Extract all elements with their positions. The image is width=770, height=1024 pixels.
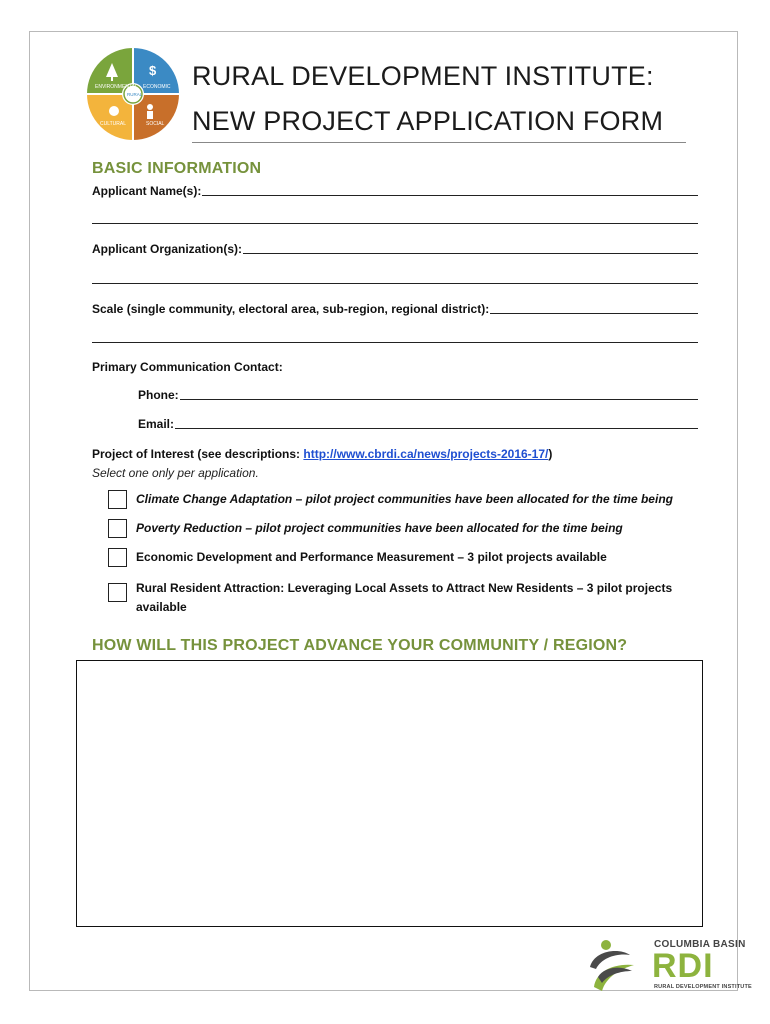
phone-input-line[interactable] bbox=[180, 388, 698, 400]
applicant-name-continuation-line[interactable] bbox=[92, 223, 698, 224]
social-label: SOCIAL bbox=[146, 121, 165, 127]
advance-community-heading: HOW WILL THIS PROJECT ADVANCE YOUR COMMUNITY / REGION? bbox=[92, 637, 628, 654]
rdi-logo-line1: COLUMBIA BASIN bbox=[654, 939, 746, 950]
poverty-reduction-checkbox[interactable] bbox=[108, 519, 127, 538]
rdi-figure-icon bbox=[584, 937, 640, 993]
option-climate-change[interactable] bbox=[108, 490, 708, 509]
rdi-wheel-logo bbox=[86, 47, 180, 141]
rdi-logo-line2: RDI bbox=[652, 947, 714, 985]
title-line-2: NEW PROJECT APPLICATION FORM bbox=[192, 106, 664, 136]
economic-development-label: Economic Development and Performance Measurement – 3 pilot projects available bbox=[136, 550, 607, 564]
applicant-organization-field[interactable] bbox=[92, 242, 698, 256]
columbia-basin-rdi-logo bbox=[584, 937, 752, 997]
people-icon bbox=[147, 104, 153, 110]
option-poverty-reduction[interactable] bbox=[108, 519, 708, 538]
climate-change-checkbox[interactable] bbox=[108, 490, 127, 509]
climate-change-label: Climate Change Adaptation – pilot project communities have been allocated for the time being bbox=[136, 492, 673, 506]
advance-community-textarea[interactable] bbox=[76, 660, 703, 927]
project-interest-text: Project of Interest (see descriptions: bbox=[92, 447, 304, 461]
project-descriptions-link[interactable]: http://www.cbrdi.ca/news/projects-2016-17/ bbox=[303, 447, 549, 461]
applicant-name-label: Applicant Name(s): bbox=[92, 184, 202, 198]
scale-continuation-line[interactable] bbox=[92, 342, 698, 343]
rural-resident-attraction-checkbox[interactable] bbox=[108, 583, 127, 602]
center-label: RURAL bbox=[127, 92, 143, 97]
email-input-line[interactable] bbox=[175, 417, 698, 429]
title-line-1: RURAL DEVELOPMENT INSTITUTE: bbox=[192, 61, 654, 91]
option-economic-development[interactable] bbox=[108, 548, 708, 567]
scale-label: Scale (single community, electoral area, sub-region, regional district): bbox=[92, 302, 490, 316]
economic-development-checkbox[interactable] bbox=[108, 548, 127, 567]
applicant-organization-continuation-line[interactable] bbox=[92, 283, 698, 284]
project-interest-close: ) bbox=[548, 447, 553, 461]
email-label: Email: bbox=[138, 417, 175, 431]
email-field[interactable] bbox=[138, 417, 698, 431]
rural-resident-attraction-label: Rural Resident Attraction: Leveraging Local Assets to Attract New Residents – 3 pilot projects available bbox=[136, 581, 673, 614]
phone-label: Phone: bbox=[138, 388, 179, 402]
project-of-interest-label bbox=[92, 447, 552, 461]
hand-icon bbox=[109, 106, 119, 116]
rdi-logo-line3: RURAL DEVELOPMENT INSTITUTE bbox=[654, 984, 752, 990]
scale-field[interactable] bbox=[92, 302, 698, 316]
basic-information-heading: BASIC INFORMATION bbox=[92, 160, 262, 177]
form-title bbox=[192, 54, 686, 144]
dollar-icon: $ bbox=[149, 63, 157, 78]
applicant-name-input-line[interactable] bbox=[202, 184, 698, 196]
environmental-label: ENVIRONMENTAL bbox=[95, 84, 138, 90]
title-divider bbox=[192, 142, 686, 143]
phone-field[interactable] bbox=[138, 388, 698, 402]
economic-label: ECONOMIC bbox=[143, 84, 171, 90]
applicant-name-field[interactable] bbox=[92, 184, 698, 198]
scale-input-line[interactable] bbox=[490, 302, 698, 314]
applicant-organization-input-line[interactable] bbox=[243, 242, 698, 254]
cultural-label: CULTURAL bbox=[100, 121, 127, 127]
primary-contact-label: Primary Communication Contact: bbox=[92, 360, 283, 374]
selection-hint: Select one only per application. bbox=[92, 466, 259, 480]
option-rural-resident-attraction[interactable] bbox=[108, 579, 708, 617]
poverty-reduction-label: Poverty Reduction – pilot project communities have been allocated for the time being bbox=[136, 521, 623, 535]
applicant-organization-label: Applicant Organization(s): bbox=[92, 242, 242, 256]
form-page bbox=[29, 31, 752, 991]
